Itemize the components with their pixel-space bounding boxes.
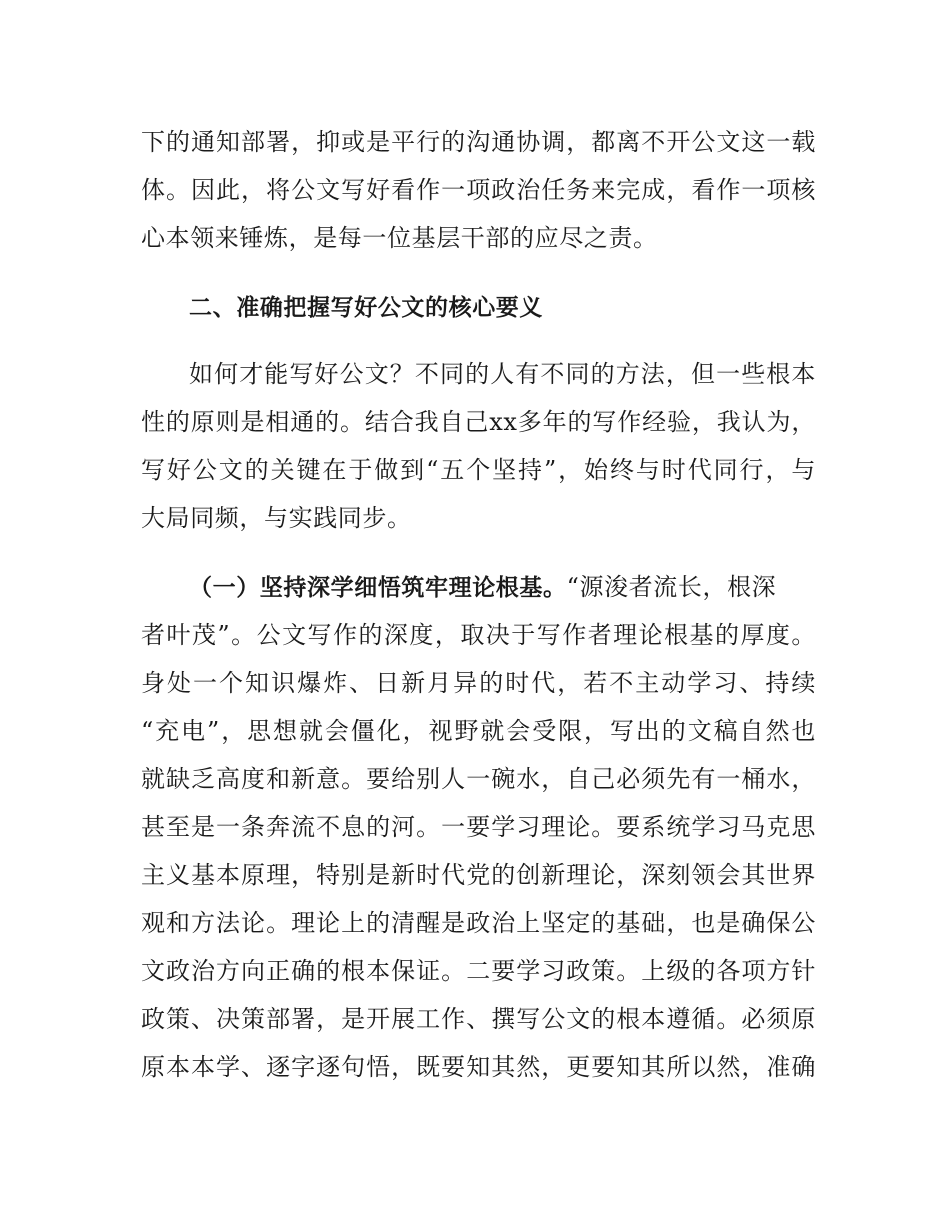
text-line: 性的原则是相通的。结合我自己xx多年的写作经验，我认为， [141,408,816,436]
text-line: 如何才能写好公文？不同的人有不同的方法，但一些根本 [189,360,816,388]
text-line: 就缺乏高度和新意。要给别人一碗水，自己必须先有一桶水， [141,765,816,793]
text-line-rest: “源浚者流长，根深 [566,573,777,601]
text-line: “充电”，思想就会僵化，视野就会受限，写出的文稿自然也 [141,717,816,745]
text-line: 观和方法论。理论上的清醒是政治上坚定的基础，也是确保公 [141,909,816,937]
paragraph-how-to-write [141,350,816,542]
section-heading: 二、准确把握写好公文的核心要义 [189,295,543,321]
text-line: 主义基本原理，特别是新时代党的创新理论，深刻领会其世界 [141,861,816,889]
text-line: 原本本学、逐字逐句悟，既要知其然，更要知其所以然，准确 [141,1053,816,1081]
text-line: 文政治方向正确的根本保证。二要学习政策。上级的各项方针 [141,957,816,985]
text-line: 心本领来锤炼，是每一位基层干部的应尽之责。 [141,224,658,252]
text-line: 下的通知部署，抑或是平行的沟通协调，都离不开公文这一载 [141,128,816,156]
section-heading-block [141,284,816,332]
text-line: 体。因此，将公文写好看作一项政治任务来完成，看作一项核 [141,176,816,204]
text-line [141,563,816,611]
text-line: 政策、决策部署，是开展工作、撰写公文的根本遵循。必须原 [141,1005,816,1033]
text-line: 写好公文的关键在于做到“五个坚持”，始终与时代同行，与 [141,456,816,484]
text-line: 大局同频，与实践同步。 [141,504,412,532]
paragraph-theory-foundation [141,563,816,1091]
text-line: 者叶茂”。公文写作的深度，取决于写作者理论根基的厚度。 [141,621,816,649]
paragraph-intro-continuation [141,118,816,262]
subsection-heading: （一）坚持深学细悟筑牢理论根基。 [189,575,567,601]
text-line: 身处一个知识爆炸、日新月异的时代，若不主动学习、持续 [141,669,816,697]
text-line: 甚至是一条奔流不息的河。一要学习理论。要系统学习马克思 [141,813,816,841]
